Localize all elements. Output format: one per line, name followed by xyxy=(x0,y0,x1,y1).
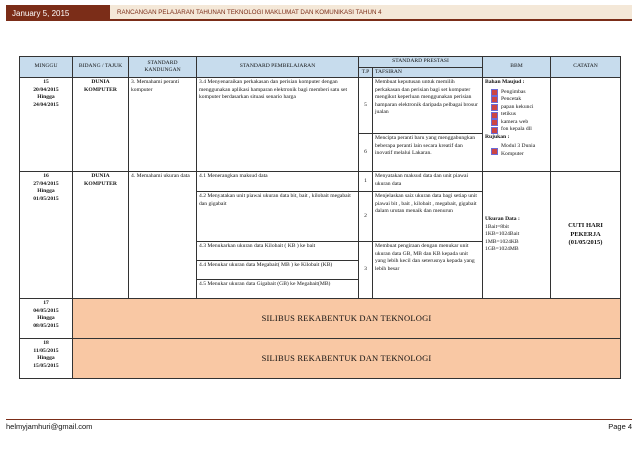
bbm-cell xyxy=(483,78,551,172)
catatan-cell xyxy=(551,78,621,172)
footer-email: helmyjamhuri@gmail.com xyxy=(6,422,93,431)
week-cell: 15 20/04/2015 Hingga 24/04/2015 xyxy=(20,78,73,172)
page-footer xyxy=(6,419,632,431)
tp-cell: 1 xyxy=(359,172,373,192)
col-header-bidang: BIDANG / TAJUK xyxy=(73,57,129,78)
pembelajaran-cell: 4.2 Menyatakan unit piawai ukuran data bit, bait , kilobait megabait dan gigabait xyxy=(197,192,359,242)
tafsiran-cell: Membuat pengiraan dengan menukar unit ukuran data GB, MB dan KB kepada unit yang lebih kecil dan seterusnya kepada yang lebih besar xyxy=(373,242,483,299)
tp-cell: 3 xyxy=(359,242,373,299)
ukuran-line: 1MB=1024KB xyxy=(485,238,519,245)
pembelajaran-cell: 4.1 Menerangkan maksud data xyxy=(197,172,359,192)
bullet-icon xyxy=(491,89,498,96)
bullet-icon xyxy=(491,127,498,134)
col-header-catatan: CATATAN xyxy=(551,57,621,78)
bullet-icon xyxy=(491,119,498,126)
list-item: Pencetak xyxy=(491,96,548,104)
bullet-icon xyxy=(491,148,498,155)
list-item: fon kepala dll xyxy=(491,126,548,134)
tp-cell: 6 xyxy=(359,134,373,172)
bullet-icon xyxy=(491,112,498,119)
tafsiran-cell: Membuat keputusan untuk memilih perkakasan dan perisian bagi set komputer mengikut keperluan menggunakan perisian hamparan elektronik daripada pelbagai brosur jualan xyxy=(373,78,483,134)
bullet-icon xyxy=(491,104,498,111)
bbm-title: Ukuran Data : xyxy=(485,216,520,223)
col-header-minggu: MINGGU xyxy=(20,57,73,78)
pembelajaran-cell: 4.4 Menukar ukuran data Megabait( MB ) ke Kilobait (KB) xyxy=(197,261,359,280)
col-header-standard-prestasi: STANDARD PRESTASI xyxy=(359,57,483,68)
col-header-bbm: BBM xyxy=(483,57,551,78)
bullet-icon xyxy=(491,96,498,103)
tafsiran-cell: Menyatakan maksud data dan unit piawai ukuran data xyxy=(373,172,483,192)
kandungan-cell: 3. Memahami peranti komputer xyxy=(129,78,197,172)
tp-cell: 2 xyxy=(359,192,373,242)
tafsiran-cell: Menjelaskan saiz ukuran data bagi setiap unit piawai bit , bait , kilobait , megabait, gigabait dalam urutan menaik dan menurun xyxy=(373,192,483,242)
ukuran-line: 1KB=1024Bait xyxy=(485,231,520,238)
header-date: January 5, 2015 xyxy=(6,5,110,21)
pembelajaran-cell: 4.5 Menukar ukuran data Gigabait (GB) ke Megabait(MB) xyxy=(197,280,359,299)
header-title: RANCANGAN PELAJARAN TAHUNAN TEKNOLOGI MAKLUMAT DAN KOMUNIKASI TAHUN 4 xyxy=(110,5,632,21)
catatan-cell: CUTI HARI PEKERJA (01/05/2015) xyxy=(551,172,621,299)
list-item: Pengimbas xyxy=(491,89,548,97)
col-header-standard-pembelajaran: STANDARD PEMBELAJARAN xyxy=(197,57,359,78)
week-cell: 17 04/05/2015 Hingga 08/05/2015 xyxy=(20,299,73,339)
pembelajaran-cell: 4.3 Menukarkan ukuran data Kilobait ( KB ) ke bait xyxy=(197,242,359,261)
kandungan-cell: 4. Memahami ukuran data xyxy=(129,172,197,299)
week-cell: 16 27/04/2015 Hingga 01/05/2015 xyxy=(20,172,73,299)
rujukan-list xyxy=(491,143,548,158)
list-item: tetikus xyxy=(491,111,548,119)
rujukan-title: Rujukan : xyxy=(485,133,510,140)
silibus-banner: SILIBUS REKABENTUK DAN TEKNOLOGI xyxy=(73,299,621,339)
bidang-cell: DUNIA KOMPUTER xyxy=(73,78,129,172)
col-header-standard-kandungan: STANDARD KANDUNGAN xyxy=(129,57,197,78)
ukuran-line: 1GB=1024MB xyxy=(485,246,519,253)
tafsiran-cell: Mencipta peranti baru yang menggabungkan beberapa peranti lain secara kreatif dan inovatif melalui Lakaran. xyxy=(373,134,483,172)
bbm-list xyxy=(491,89,548,134)
list-item: Modul 3 Dunia Komputer xyxy=(491,143,548,158)
bidang-cell: DUNIA KOMPUTER xyxy=(73,172,129,299)
week-cell: 18 11/05/2015 Hingga 15/05/2015 xyxy=(20,339,73,379)
ukuran-line: 1Bait=8bit xyxy=(485,223,509,230)
bbm-title: Bahan Maujud : xyxy=(485,79,525,86)
page-number: Page 4 xyxy=(608,422,632,431)
col-header-tafsiran: TAFSIRAN xyxy=(373,67,483,78)
pembelajaran-cell: 3.4 Menyenaraikan perkakasan dan perisian komputer dengan menggunakan aplikasi hamparan elektronik bagi memberi satu set komputer berdasarkan situasi senario harga xyxy=(197,78,359,172)
col-header-tp: T.P xyxy=(359,67,373,78)
silibus-banner: SILIBUS REKABENTUK DAN TEKNOLOGI xyxy=(73,339,621,379)
bbm-cell xyxy=(483,172,551,299)
page-header xyxy=(6,5,632,21)
lesson-plan-table xyxy=(19,56,621,379)
list-item: kamera web xyxy=(491,119,548,127)
tp-cell: 5 xyxy=(359,78,373,134)
list-item: papan kekunci xyxy=(491,104,548,112)
